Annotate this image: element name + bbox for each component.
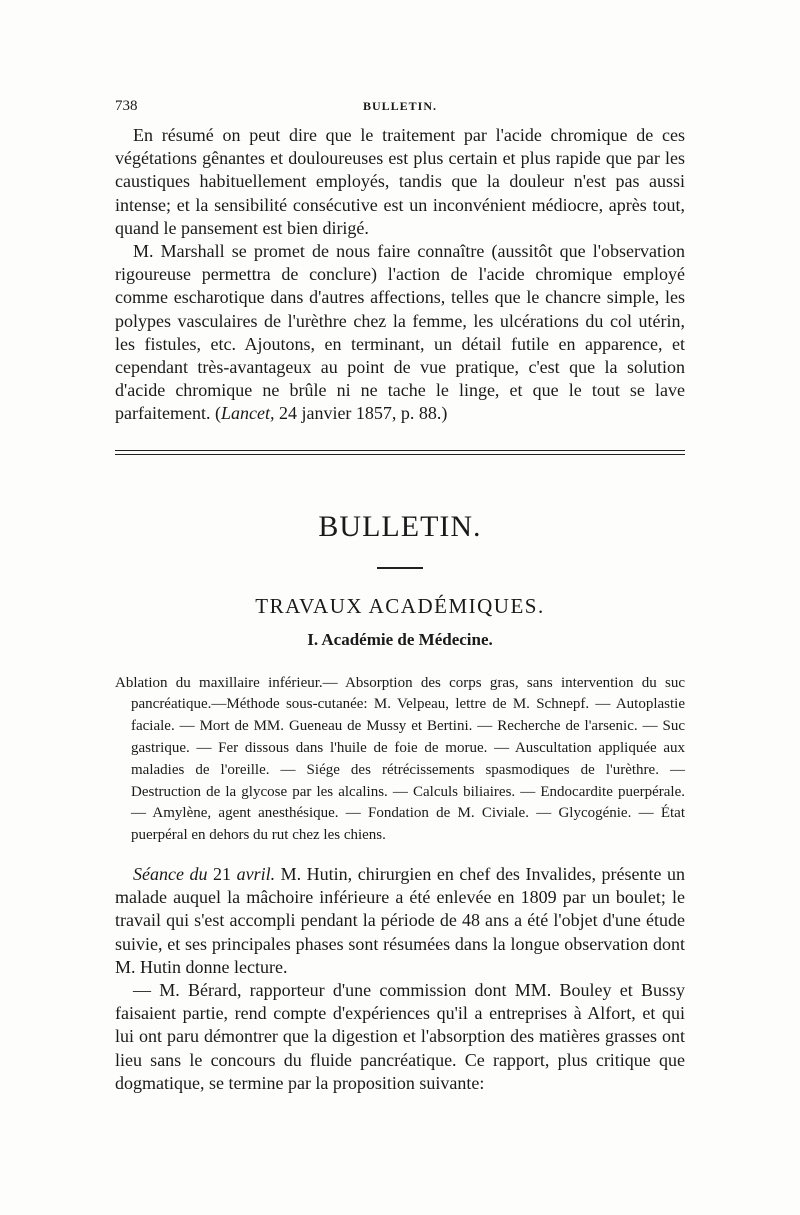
- academy-heading: I. Académie de Médecine.: [307, 629, 493, 649]
- section-divider: [115, 450, 685, 455]
- paragraph-chromic-summary: En résumé on peut dire que le traitement par l'acide chromique de ces végétations gênantes et douloureuses est plus certain et plus rapide que par les caustiques habituellement employés, tandis que la douleur n'est pas aussi intense; et la sensibilité consécutive est un inconvénient médiocre, après tout, quand le pansement est bien dirigé.: [115, 125, 685, 238]
- seance-label: Séance du: [133, 864, 208, 885]
- subsection-title: TRAVAUX ACADÉMIQUES.: [255, 593, 545, 618]
- citation-lancet: Lancet,: [220, 403, 275, 424]
- section-title: BULLETIN.: [318, 509, 482, 543]
- paragraph-marshall: [115, 240, 685, 426]
- running-head: [115, 98, 685, 124]
- page-number: 738: [115, 98, 138, 114]
- citation-date: 24 janvier 1857, p. 88.): [274, 403, 448, 424]
- paragraph-berard: — M. Bérard, rapporteur d'une commission dont MM. Bouley et Bussy faisaient partie, rend compte d'expériences qu'il a entreprises à Alfort, et qui lui ont paru démontrer que la digestion et l'absorption des matières grasses ont lieu sans le concours du fluide pancréatique. Ce rapport, plus critique que dogmatique, se termine par la proposition suivante:: [115, 980, 685, 1093]
- seance-text: M. Hutin, chirurgien en chef des Invalides, présente un malade auquel la mâchoire inférieure a été enlevée en 1809 par un boulet; le travail qui s'est accompli pendant la période de 48 ans a été l'objet d'une étude suivie, et ses principales phases sont résumées dans la longue observation dont M. Hutin donne lecture.: [115, 864, 685, 977]
- seance-month: avril.: [236, 864, 276, 885]
- seance-day: 21: [207, 864, 237, 885]
- running-title: BULLETIN.: [362, 99, 438, 113]
- paragraph-marshall-text: M. Marshall se promet de nous faire connaître (aussitôt que l'observation rigoureuse permettra de conclure) l'action de l'acide chromique employé comme escharotique dans d'autres affections, telles que le chancre simple, les polypes vasculaires de l'urèthre chez la femme, les ulcérations du col utérin, les fistules, etc. Ajoutons, en terminant, un détail futile en apparence, et cependant très-avantageux au point de vue pratique, c'est que la solution d'acide chromique ne brûle ni ne tache le linge, et que le tout se lave parfaitement. (: [115, 241, 685, 424]
- summary-paragraph: Ablation du maxillaire inférieur.— Absorption des corps gras, sans intervention du suc pancréatique.—Méthode sous-cutanée: M. Velpeau, lettre de M. Schnepf. — Autoplastie faciale. — Mort de MM. Gueneau de Mussy et Bertini. — Recherche de l'arsenic. — Suc gastrique. — Fer dissous dans l'huile de foie de morue. — Auscultation appliquée aux maladies de l'oreille. — Siége des rétrécissements spasmodiques de l'urèthre. — Destruction de la glycose par les alcalins. — Calculs biliaires. — Endocardite puerpérale. — Amylène, agent anesthésique. — Fondation de M. Civiale. — Glycogénie. — État puerpéral en dehors du rut chez les chiens.: [115, 674, 685, 844]
- short-divider: [377, 567, 423, 569]
- paragraph-seance: [115, 863, 685, 979]
- book-page: [115, 98, 685, 1095]
